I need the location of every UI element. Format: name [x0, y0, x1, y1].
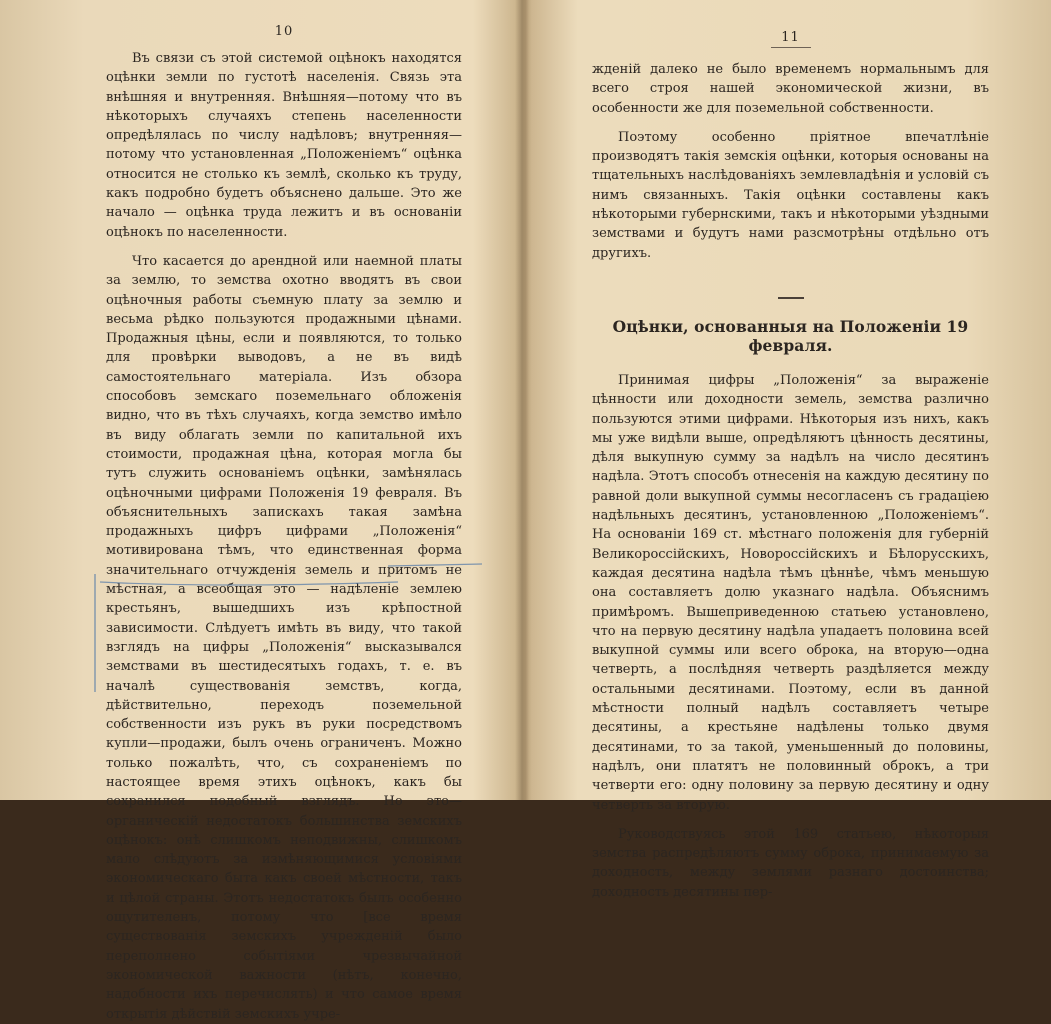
- page-number-left: 10: [274, 24, 294, 39]
- left-paragraph-2: Что касается до арендной или наемной платы за землю, то земства охотно вводятъ въ свои оцѣночныя работы съемную плату за землю и весьма рѣдко пользуются продажными цѣнами. Продажныя цѣны, если и появляются, то только для провѣрки выводовъ, а не въ видѣ самостоятельнаго матеріала. Изъ обзора способовъ земскаго поземельнаго обложенія видно, что въ тѣхъ случаяхъ, когда земство имѣло въ виду облагать земли по капитальной ихъ стоимости, продажная цѣна, которая могла бы тутъ служить основаніемъ оцѣнки, замѣнялась оцѣночными цифрами Положенія 19 февраля. Въ объяснительныхъ запискахъ такая замѣна продажныхъ цифръ цифрами „Положенія“ мотивирована тѣмъ, что единственная форма значительнаго отчужденія земель и притомъ не мѣстная, а всеобщая это — надѣленіе землею крестьянъ, вышедшихъ изъ крѣпостной зависимости. Слѣдуетъ имѣть въ виду, что такой взглядъ на цифры „Положенія“ высказывался земствами въ шестидесятыхъ годахъ, т. е. въ началѣ существованія земствъ, когда, дѣйствительно, переходъ поземельной собственности изъ рукъ въ руки посредствомъ купли—продажи, былъ очень ограниченъ. Можно только пожалѣть, что, съ сохраненіемъ по настоящее время этихъ оцѣнокъ, какъ бы сохранился подобный взглядъ. Но это—органическій недостатокъ большинства земскихъ оцѣнокъ: онѣ слишкомъ неподвижны, слишкомъ мало слѣдуютъ за измѣняющимися условіями экономическаго быта какъ своей мѣстности, такъ и цѣлой страны. Этотъ недостатокъ былъ особенно ощутителенъ, потому что [все время существованія земскихъ учрежденій было переполнено событіями чрезвычайной экономической важности (нѣтъ, конечно, надобности ихъ перечислять) и что самое время открытія дѣйствій земскихъ учре-: [106, 253, 462, 1022]
- page-number-right: 11: [592, 30, 989, 48]
- left-page: [0, 0, 522, 1022]
- right-paragraph-2: Поэтому особенно пріятное впечатлѣніе производятъ такія земскія оцѣнки, которыя основаны на тщательныхъ наслѣдованіяхъ землевладѣнія и условій съ нимъ связанныхъ. Такія оцѣнки составлены какъ нѣкоторыми губернскими, такъ и нѣкоторыми уѣздными земствами и будутъ нами разсмотрѣны отдѣльно отъ другихъ.: [592, 129, 989, 261]
- right-page: [526, 0, 1051, 900]
- section-divider: [778, 297, 804, 299]
- left-paragraph-1: Въ связи съ этой системой оцѣнокъ находятся оцѣнки земли по густотѣ населенія. Связь эта внѣшняя и внутренняя. Внѣшняя—потому что въ нѣкоторыхъ случаяхъ степень населенности опредѣлялась по числу надѣловъ; внутренняя—потому что установленная „Положеніемъ“ оцѣнка относится не столько къ землѣ, сколько къ труду, какъ подробно будетъ объяснено дальше. Это же начало — оцѣнка труда лежитъ и въ основаніи оцѣнокъ по населенности.: [106, 51, 462, 240]
- section-heading: Оцѣнки, основанныя на Положеніи 19 февраля.: [612, 316, 969, 355]
- right-paragraph-1: жденій далеко не было временемъ нормальнымъ для всего строя нашей экономической жизни, въ особенности же для поземельной собственности.: [592, 62, 989, 116]
- right-paragraph-4: Руководствуясь этой 169 статьею, нѣкоторыя земства распредѣляютъ сумму оброка, принимаемую за доходность, между землями разнаго достоинства; доходность десятины пер-: [592, 826, 989, 900]
- right-paragraph-3: Принимая цифры „Положенія“ за выраженіе цѣнности или доходности земель, земства различно пользуются этими цифрами. Нѣкоторыя изъ нихъ, какъ мы уже видѣли выше, опредѣляютъ цѣнность десятины, дѣля выкупную сумму за надѣлъ на число десятинъ надѣла. Этотъ способъ отнесенія на каждую десятину по равной доли выкупной суммы несогласенъ съ градаціею надѣльныхъ десятинъ, установленною „Положеніемъ“. На основаніи 169 ст. мѣстнаго положенія для губерній Великороссійскихъ, Новороссійскихъ и Бѣлорусскихъ, каждая десятина надѣла тѣмъ цѣннѣе, чѣмъ меньшую она составляетъ долю указнаго надѣла. Объяснимъ примѣромъ. Вышеприведенною статьею установлено, что на первую десятину надѣла упадаетъ половина всей выкупной суммы или всего оброка, на вторую—одна четверть, а послѣдняя четверть раздѣляется между остальными десятинами. Поэтому, если въ данной мѣстности полный надѣлъ составляетъ четыре десятины, а крестьяне надѣлены только двумя десятинами, то за такой, уменьшенный до половины, надѣлъ, они платятъ не половинный оброкъ, а три четверти его: одну половину за первую десятину и одну четверть за вторую.: [592, 372, 989, 813]
